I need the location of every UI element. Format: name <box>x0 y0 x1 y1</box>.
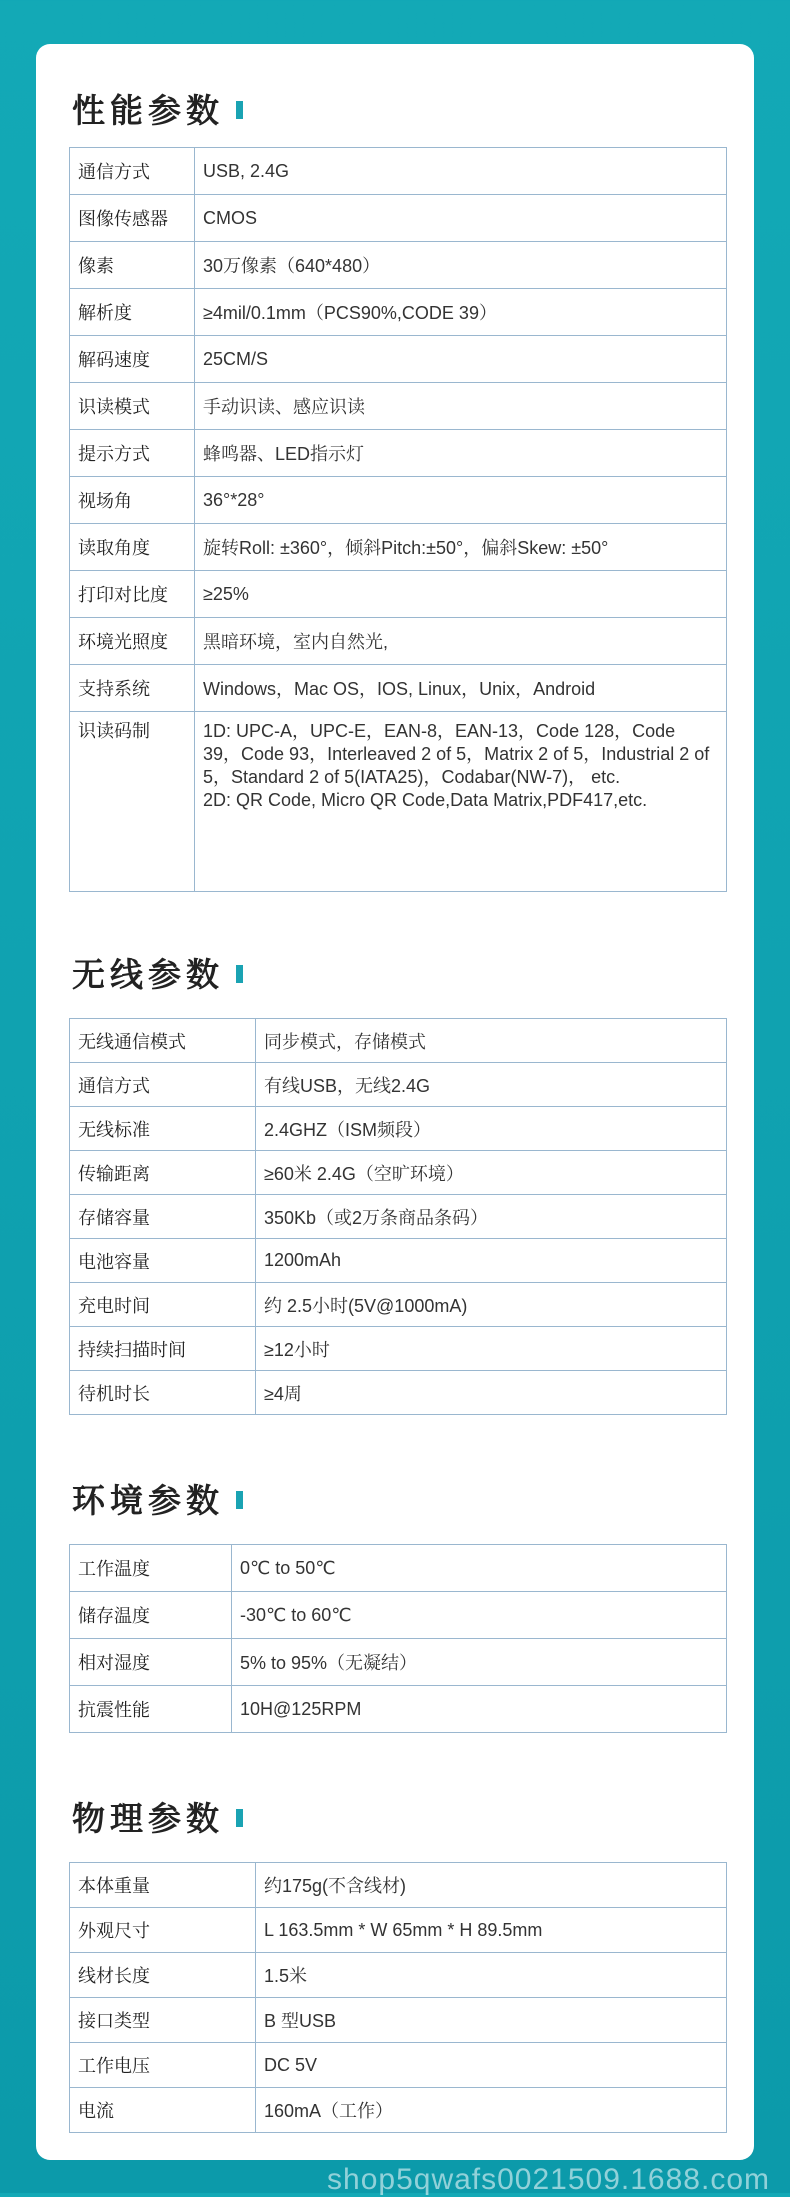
spec-value: 1.5米 <box>256 1953 727 1998</box>
spec-key: 环境光照度 <box>70 618 195 665</box>
table-row <box>70 477 727 524</box>
table-row <box>70 1953 727 1998</box>
spec-key: 像素 <box>70 242 195 289</box>
spec-value: 5% to 95%（无凝结） <box>232 1639 727 1686</box>
spec-value: 约 2.5小时(5V@1000mA) <box>256 1283 727 1327</box>
spec-table-environment <box>69 1544 727 1733</box>
table-row <box>70 1863 727 1908</box>
spec-value: 36°*28° <box>195 477 727 524</box>
table-row <box>70 148 727 195</box>
title-accent-mark <box>236 101 243 119</box>
spec-value: ≥60米 2.4G（空旷环境） <box>256 1151 727 1195</box>
spec-value: 有线USB，无线2.4G <box>256 1063 727 1107</box>
table-row <box>70 1239 727 1283</box>
spec-key: 存储容量 <box>70 1195 256 1239</box>
spec-key: 打印对比度 <box>70 571 195 618</box>
spec-key: 外观尺寸 <box>70 1908 256 1953</box>
spec-key: 持续扫描时间 <box>70 1327 256 1371</box>
table-row <box>70 2043 727 2088</box>
spec-key: 解码速度 <box>70 336 195 383</box>
spec-key: 识读码制 <box>70 712 195 892</box>
title-accent-mark <box>236 965 243 983</box>
table-row <box>70 1195 727 1239</box>
table-row <box>70 1107 727 1151</box>
title-accent-mark <box>236 1809 243 1827</box>
spec-key: 支持系统 <box>70 665 195 712</box>
spec-value: ≥4mil/0.1mm（PCS90%,CODE 39） <box>195 289 727 336</box>
table-row <box>70 1592 727 1639</box>
spec-key: 电流 <box>70 2088 256 2133</box>
spec-key: 无线标准 <box>70 1107 256 1151</box>
table-row <box>70 2088 727 2133</box>
spec-key: 通信方式 <box>70 148 195 195</box>
spec-value: L 163.5mm * W 65mm * H 89.5mm <box>256 1908 727 1953</box>
table-row <box>70 665 727 712</box>
table-row <box>70 1063 727 1107</box>
spec-value: 30万像素（640*480） <box>195 242 727 289</box>
spec-key: 通信方式 <box>70 1063 256 1107</box>
table-row <box>70 618 727 665</box>
section-title <box>72 1476 243 1520</box>
spec-key: 传输距离 <box>70 1151 256 1195</box>
spec-value: B 型USB <box>256 1998 727 2043</box>
spec-value: 手动识读、感应识读 <box>195 383 727 430</box>
spec-value: 2.4GHZ（ISM频段） <box>256 1107 727 1151</box>
spec-value: Windows，Mac OS，IOS, Linux，Unix，Android <box>195 665 727 712</box>
spec-value: 25CM/S <box>195 336 727 383</box>
spec-table-wireless <box>69 1018 727 1415</box>
table-row <box>70 336 727 383</box>
spec-value: DC 5V <box>256 2043 727 2088</box>
spec-value: 160mA（工作） <box>256 2088 727 2133</box>
spec-value: CMOS <box>195 195 727 242</box>
spec-value: 旋转Roll: ±360°，倾斜Pitch:±50°，偏斜Skew: ±50° <box>195 524 727 571</box>
spec-value: 1D: UPC-A，UPC-E，EAN-8，EAN-13，Code 128，Code 39，Code 93，Interleaved 2 of 5，Matrix 2 of 5，Industrial 2 of 5，Standard 2 of 5(IATA25)，Codabar(NW-7)， etc. 2D: QR Code, Micro QR Code,Data Matrix,PDF417,etc. <box>195 712 727 892</box>
section-title-text: 物理参数 <box>72 1798 224 1838</box>
section-title-text: 性能参数 <box>72 90 224 130</box>
table-row <box>70 524 727 571</box>
table-row <box>70 1639 727 1686</box>
section-title-text: 无线参数 <box>72 954 224 994</box>
spec-key: 储存温度 <box>70 1592 232 1639</box>
table-row <box>70 1019 727 1063</box>
spec-key: 提示方式 <box>70 430 195 477</box>
spec-key: 充电时间 <box>70 1283 256 1327</box>
spec-key: 线材长度 <box>70 1953 256 1998</box>
spec-key: 本体重量 <box>70 1863 256 1908</box>
spec-value: ≥25% <box>195 571 727 618</box>
spec-key: 解析度 <box>70 289 195 336</box>
spec-value: 黑暗环境，室内自然光, <box>195 618 727 665</box>
table-row <box>70 1998 727 2043</box>
table-row <box>70 383 727 430</box>
title-accent-mark <box>236 1491 243 1509</box>
spec-value: -30℃ to 60℃ <box>232 1592 727 1639</box>
spec-key: 工作电压 <box>70 2043 256 2088</box>
spec-key: 相对湿度 <box>70 1639 232 1686</box>
spec-key: 读取角度 <box>70 524 195 571</box>
spec-value: USB, 2.4G <box>195 148 727 195</box>
table-row <box>70 1283 727 1327</box>
table-row <box>70 1686 727 1733</box>
spec-key: 图像传感器 <box>70 195 195 242</box>
table-row <box>70 430 727 477</box>
spec-value: 同步模式，存储模式 <box>256 1019 727 1063</box>
spec-key: 无线通信模式 <box>70 1019 256 1063</box>
spec-key: 识读模式 <box>70 383 195 430</box>
table-row <box>70 571 727 618</box>
spec-key: 待机时长 <box>70 1371 256 1415</box>
table-row <box>70 1151 727 1195</box>
table-row <box>70 289 727 336</box>
spec-table-performance <box>69 147 727 892</box>
spec-value: 10H@125RPM <box>232 1686 727 1733</box>
section-title <box>72 1794 243 1838</box>
section-title <box>72 86 243 130</box>
table-row <box>70 1327 727 1371</box>
spec-key: 电池容量 <box>70 1239 256 1283</box>
spec-value: ≥4周 <box>256 1371 727 1415</box>
spec-value: 350Kb（或2万条商品条码） <box>256 1195 727 1239</box>
spec-value: 约175g(不含线材) <box>256 1863 727 1908</box>
spec-key: 视场角 <box>70 477 195 524</box>
table-row <box>70 1908 727 1953</box>
section-title-text: 环境参数 <box>72 1480 224 1520</box>
table-row <box>70 1371 727 1415</box>
watermark-text: shop5qwafs0021509.1688.com <box>327 2163 770 2196</box>
table-row <box>70 1545 727 1592</box>
section-title <box>72 950 243 994</box>
spec-key: 抗震性能 <box>70 1686 232 1733</box>
table-row <box>70 712 727 892</box>
spec-value: 0℃ to 50℃ <box>232 1545 727 1592</box>
spec-key: 工作温度 <box>70 1545 232 1592</box>
spec-value: 1200mAh <box>256 1239 727 1283</box>
table-row <box>70 195 727 242</box>
spec-value: ≥12小时 <box>256 1327 727 1371</box>
spec-card <box>36 44 754 2160</box>
spec-key: 接口类型 <box>70 1998 256 2043</box>
table-row <box>70 242 727 289</box>
spec-table-physical <box>69 1862 727 2133</box>
spec-value: 蜂鸣器、LED指示灯 <box>195 430 727 477</box>
